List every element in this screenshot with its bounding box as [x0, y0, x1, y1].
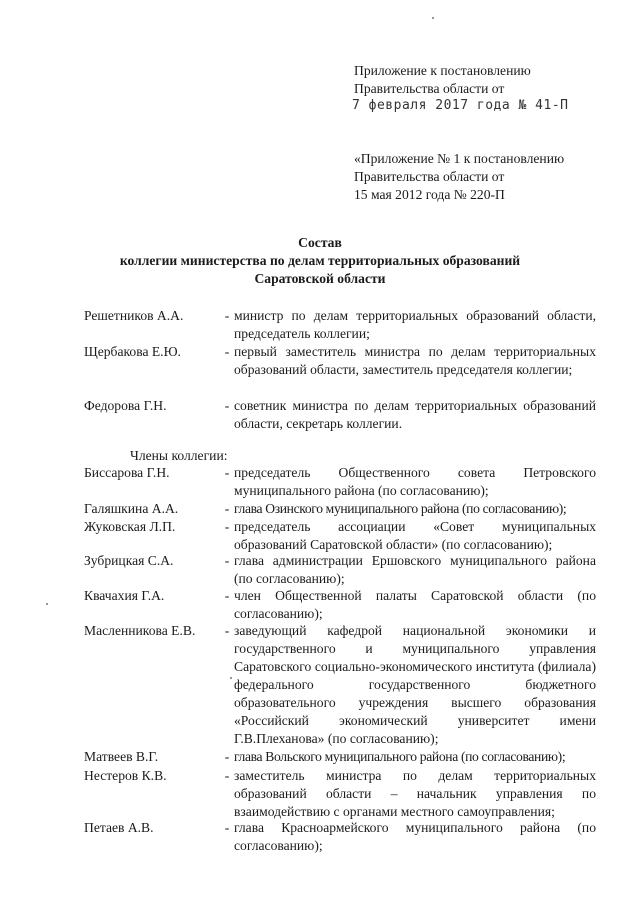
member-role: советник министра по делам территориальных образований области, секретарь коллегии. [234, 398, 596, 431]
member-role: первый заместитель министра по делам территориальных образований области, заместитель председателя коллегии; [234, 344, 596, 377]
member-role: председатель ассоциации «Совет муниципальных образований Саратовской области» (по согласованию); [234, 519, 596, 552]
appendix-header-line-2: Правительства области от [354, 81, 505, 96]
dash-separator: - [224, 398, 230, 413]
quoted-appendix-line-2: Правительства области от [354, 169, 505, 184]
dash-separator: - [224, 749, 230, 764]
members-heading: Члены коллегии: [130, 448, 228, 463]
member-name: Матвеев В.Г. [84, 749, 159, 764]
scan-speck [432, 17, 434, 19]
member-name: Масленникова Е.В. [84, 623, 196, 638]
member-name: Галяшкина А.А. [84, 501, 179, 516]
quoted-appendix-line-1: «Приложение № 1 к постановлению [354, 151, 565, 166]
document-subtitle-line-2: Саратовской области [254, 271, 386, 286]
member-role: председатель Общественного совета Петровского муниципального района (по согласованию); [234, 465, 596, 498]
dash-separator: - [224, 465, 230, 480]
dash-separator: - [224, 344, 230, 359]
dash-separator: - [224, 820, 230, 835]
member-role: глава Озинского муниципального района (по согласованию); [234, 501, 567, 516]
member-name: Квачахия Г.А. [84, 588, 165, 603]
dash-separator: - [224, 623, 230, 638]
date-number-stamp: 7 февраля 2017 года № 41-П [352, 98, 569, 113]
appendix-header-line-1: Приложение к постановлению [354, 63, 531, 78]
dash-separator: - [224, 588, 230, 603]
member-name: Зубрицкая С.А. [84, 553, 174, 568]
scan-speck [230, 677, 232, 679]
member-role: глава Красноармейского муниципального района (по согласованию); [234, 820, 596, 853]
dash-separator: - [224, 553, 230, 568]
member-role: член Общественной палаты Саратовской области (по согласованию); [234, 588, 596, 621]
member-role: глава администрации Ершовского муниципального района (по согласованию); [234, 553, 596, 586]
member-role: глава Вольского муниципального района (по согласованию); [234, 749, 566, 764]
document-title: Состав [298, 235, 342, 250]
member-name: Петаев А.В. [84, 820, 154, 835]
member-name: Биссарова Г.Н. [84, 465, 170, 480]
member-name: Нестеров К.В. [84, 768, 167, 783]
document-subtitle-line-1: коллегии министерства по делам территориальных образований [119, 253, 521, 268]
dash-separator: - [224, 768, 230, 783]
member-name: Решетников А.А. [84, 308, 184, 323]
member-name: Жуковская Л.П. [84, 519, 176, 534]
dash-separator: - [224, 501, 230, 516]
member-role: заведующий кафедрой национальной экономики и государственного и муниципального управления Саратовского социально-экономического института (филиала) федерального государственного бюджетного образовательного учреждения высшего образования «Российский экономический университет имени Г.В.Плеханова» (по согласованию); [234, 623, 596, 746]
quoted-appendix-line-3: 15 мая 2012 года № 220-П [354, 187, 505, 202]
scan-speck [46, 603, 48, 605]
member-role: заместитель министра по делам территориальных образований области – начальник управления по взаимодействию с органами местного самоуправления; [234, 768, 596, 819]
member-name: Щербакова Е.Ю. [84, 344, 181, 359]
member-role: министр по делам территориальных образований области, председатель коллегии; [234, 308, 596, 341]
dash-separator: - [224, 519, 230, 534]
member-name: Федорова Г.Н. [84, 398, 167, 413]
dash-separator: - [224, 308, 230, 323]
